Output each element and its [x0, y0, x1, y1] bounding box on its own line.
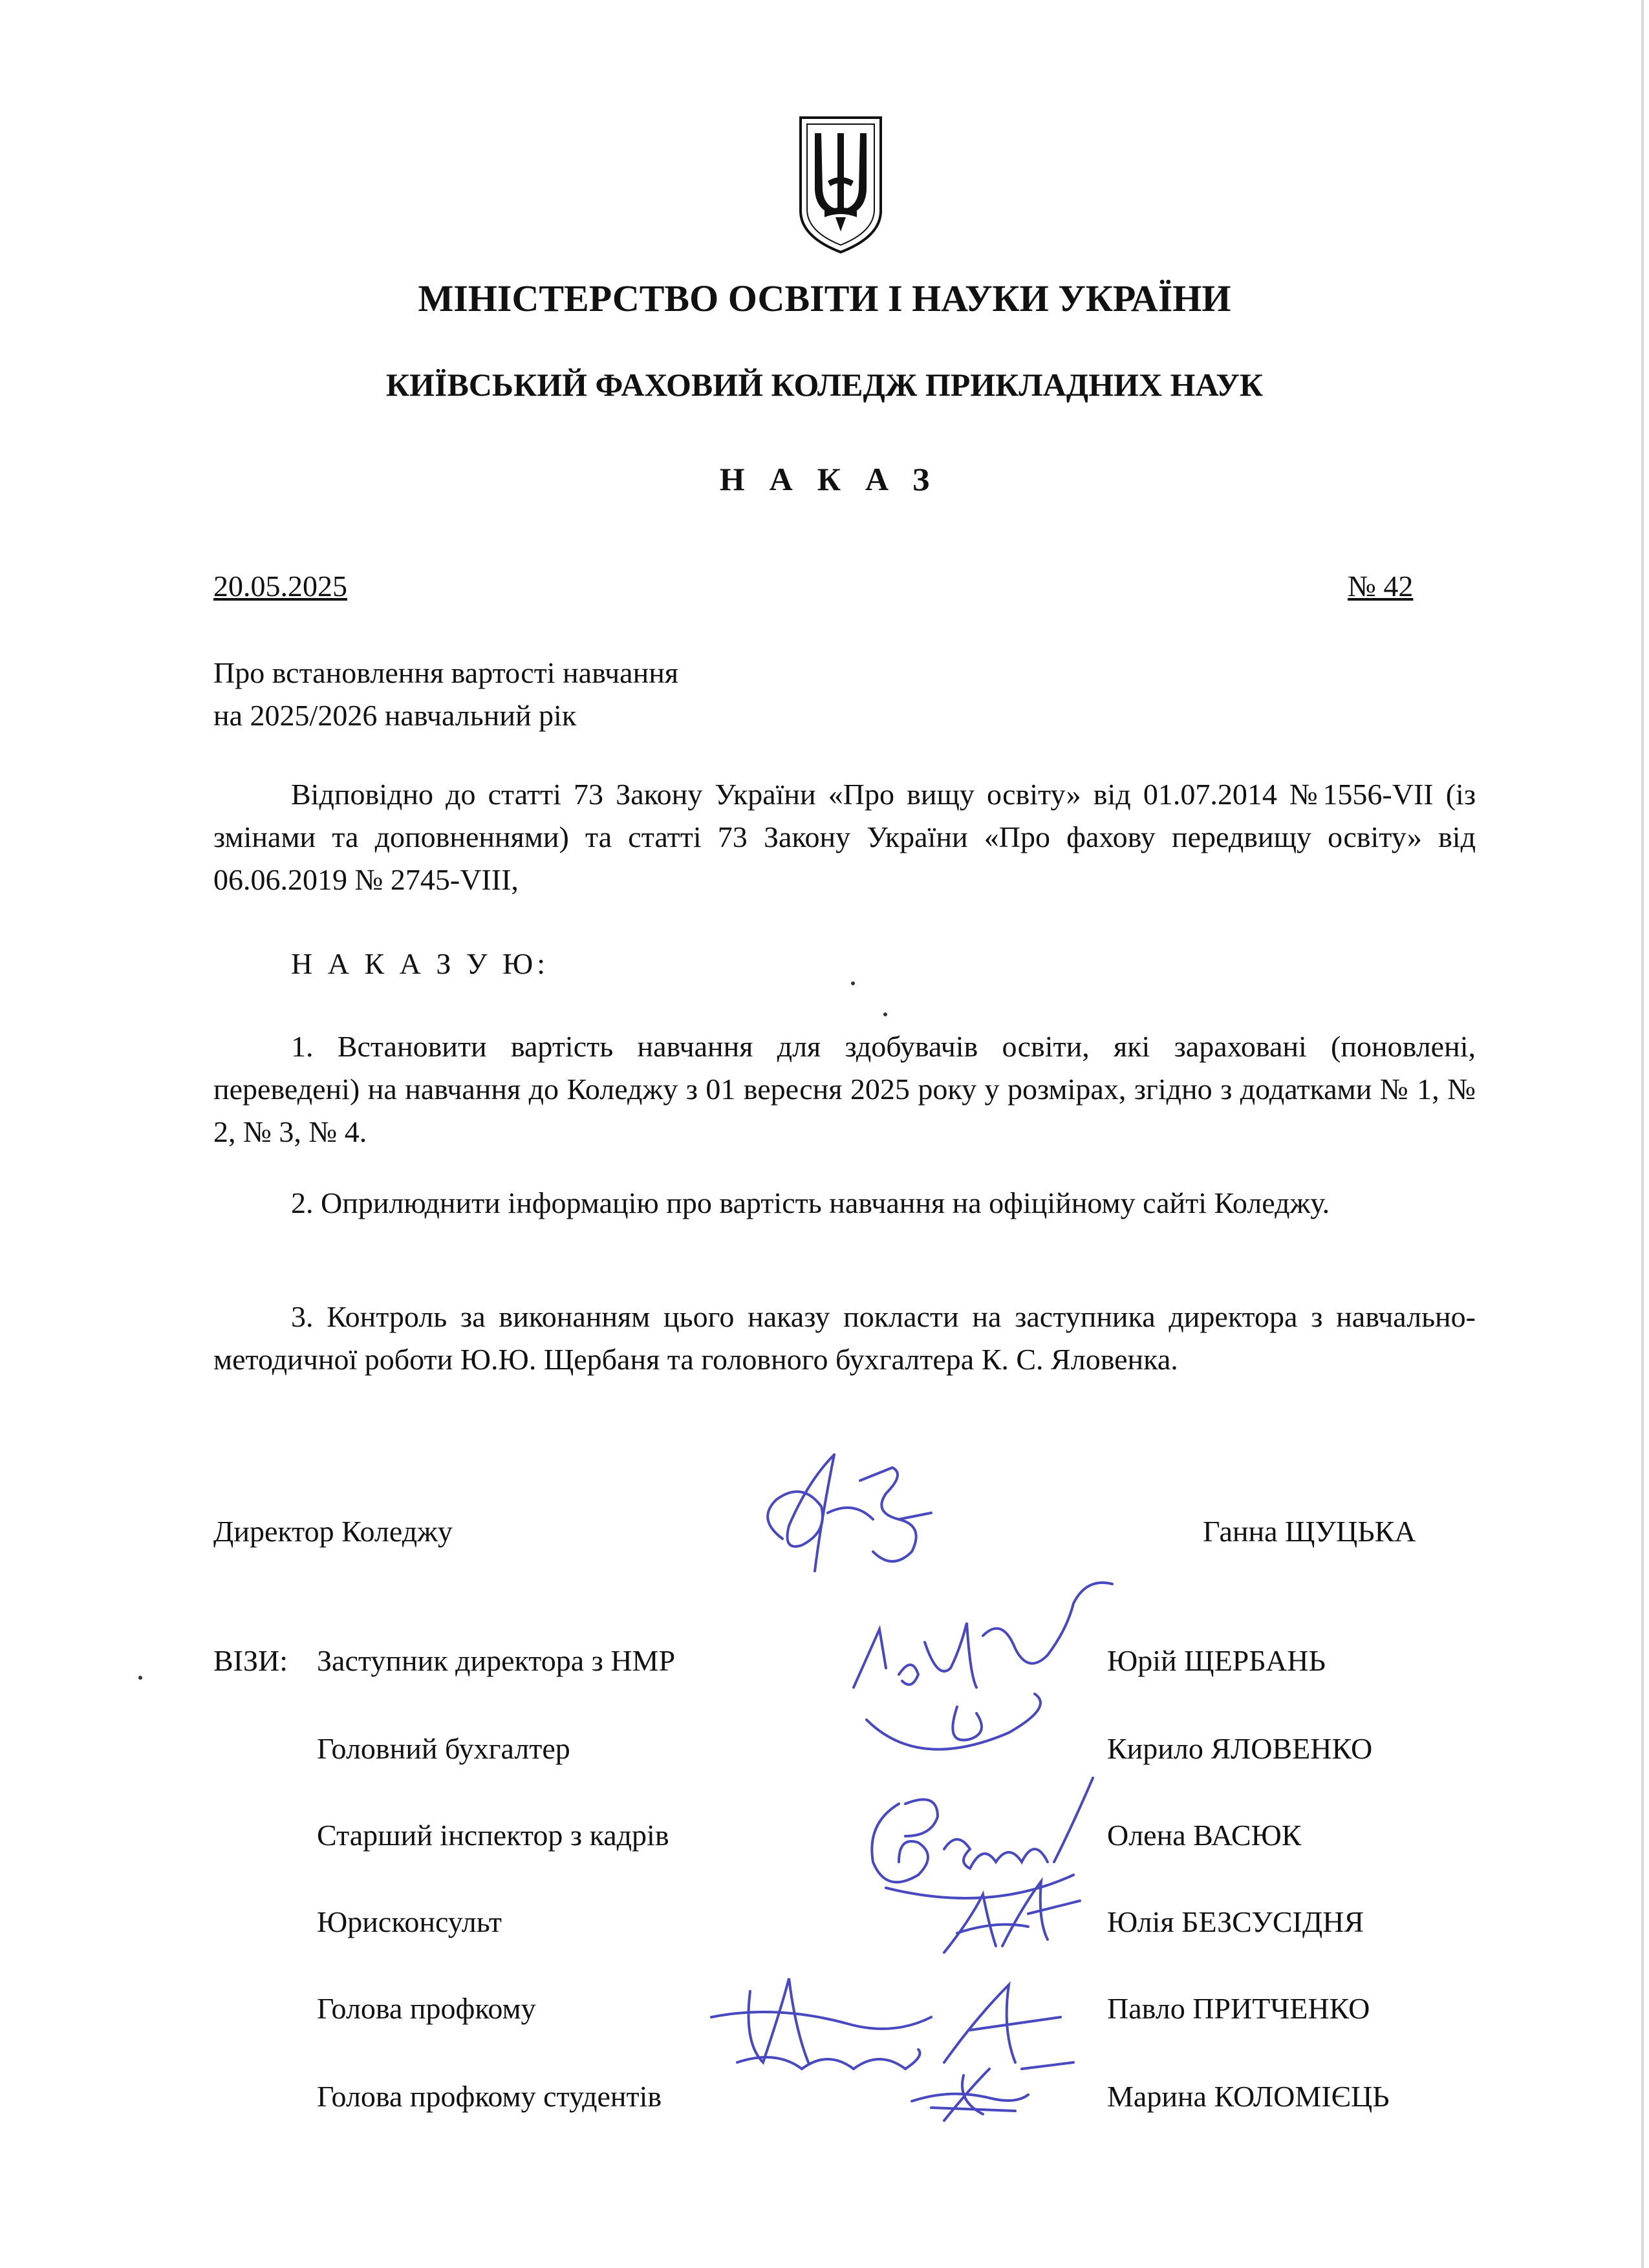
ministry-title: МІНІСТЕРСТВО ОСВІТИ І НАУКИ УКРАЇНИ: [418, 277, 1231, 319]
order-word: Н А К А З У Ю:: [291, 947, 550, 980]
approval-position-4: Юрисконсульт: [317, 1905, 502, 1938]
order-number: № 42: [1348, 570, 1414, 603]
approval-name-6: Марина КОЛОМІЄЦЬ: [1107, 2080, 1390, 2113]
preamble-paragraph: Відповідно до статті 73 Закону України «Про вищу освіту» від 01.07.2014 №1556-VII (із змінами та доповненнями) та статті 73 Закону України «Про фахову передвищу освіту» від 06.06.2019 № 2745-VIII,: [213, 778, 1476, 896]
scan-speck: [138, 1676, 142, 1680]
director-position: Директор Коледжу: [213, 1515, 453, 1548]
approval-position-3: Старший інспектор з кадрів: [317, 1819, 669, 1852]
approval-position-1: Заступник директора з НМР: [317, 1644, 676, 1677]
college-title: КИЇВСЬКИЙ ФАХОВИЙ КОЛЕДЖ ПРИКЛАДНИХ НАУК: [385, 367, 1264, 403]
director-signature: [744, 1442, 976, 1597]
document-type: НАКАЗ: [719, 461, 954, 497]
order-item-3: 3. Контроль за виконанням цього наказу покласти на заступника директора з навчально-методичної роботи Ю.Ю. Щербаня та головного бухгалтера К. С. Яловенка.: [213, 1300, 1476, 1376]
order-item-2: 2. Оприлюднити інформацію про вартість навчання на офіційному сайті Коледжу.: [291, 1186, 1330, 1219]
approval-position-6: Голова профкому студентів: [317, 2080, 662, 2113]
scan-speck: [883, 1012, 887, 1016]
subject-line-1: Про встановлення вартості навчання: [213, 656, 678, 689]
approval-name-1: Юрій ЩЕРБАНЬ: [1107, 1644, 1326, 1677]
order-subject: [213, 652, 678, 737]
approval-name-4: Юлія БЕЗСУСІДНЯ: [1107, 1905, 1364, 1938]
scan-edge: [1641, 0, 1644, 2268]
legal-advisor-signature: [931, 1868, 1093, 1965]
approval-name-3: Олена ВАСЮК: [1107, 1819, 1302, 1852]
student-union-head-signature: [899, 2062, 1041, 2127]
director-name: Ганна ЩУЦЬКА: [1203, 1515, 1416, 1548]
approvals-label: ВІЗИ:: [213, 1644, 288, 1677]
approval-name-5: Павло ПРИТЧЕНКО: [1107, 1992, 1370, 2025]
trident-coat-of-arms-icon: [795, 114, 886, 256]
approval-position-2: Головний бухгалтер: [317, 1732, 570, 1765]
approval-name-2: Кирило ЯЛОВЕНКО: [1107, 1732, 1373, 1765]
approval-position-5: Голова профкому: [317, 1992, 536, 2025]
order-item-1: 1. Встановити вартість навчання для здобувачів освіти, які зараховані (поновлені, переведені) на навчання до Коледжу з 01 вересня 2025 року у розмірах, згідно з додатками № 1, № 2, № 3, № 4.: [213, 1030, 1476, 1148]
deputy-signature: [841, 1578, 1138, 1797]
subject-line-2: на 2025/2026 навчальний рік: [213, 699, 577, 732]
order-date: 20.05.2025: [213, 570, 347, 603]
scan-speck: [851, 981, 855, 985]
